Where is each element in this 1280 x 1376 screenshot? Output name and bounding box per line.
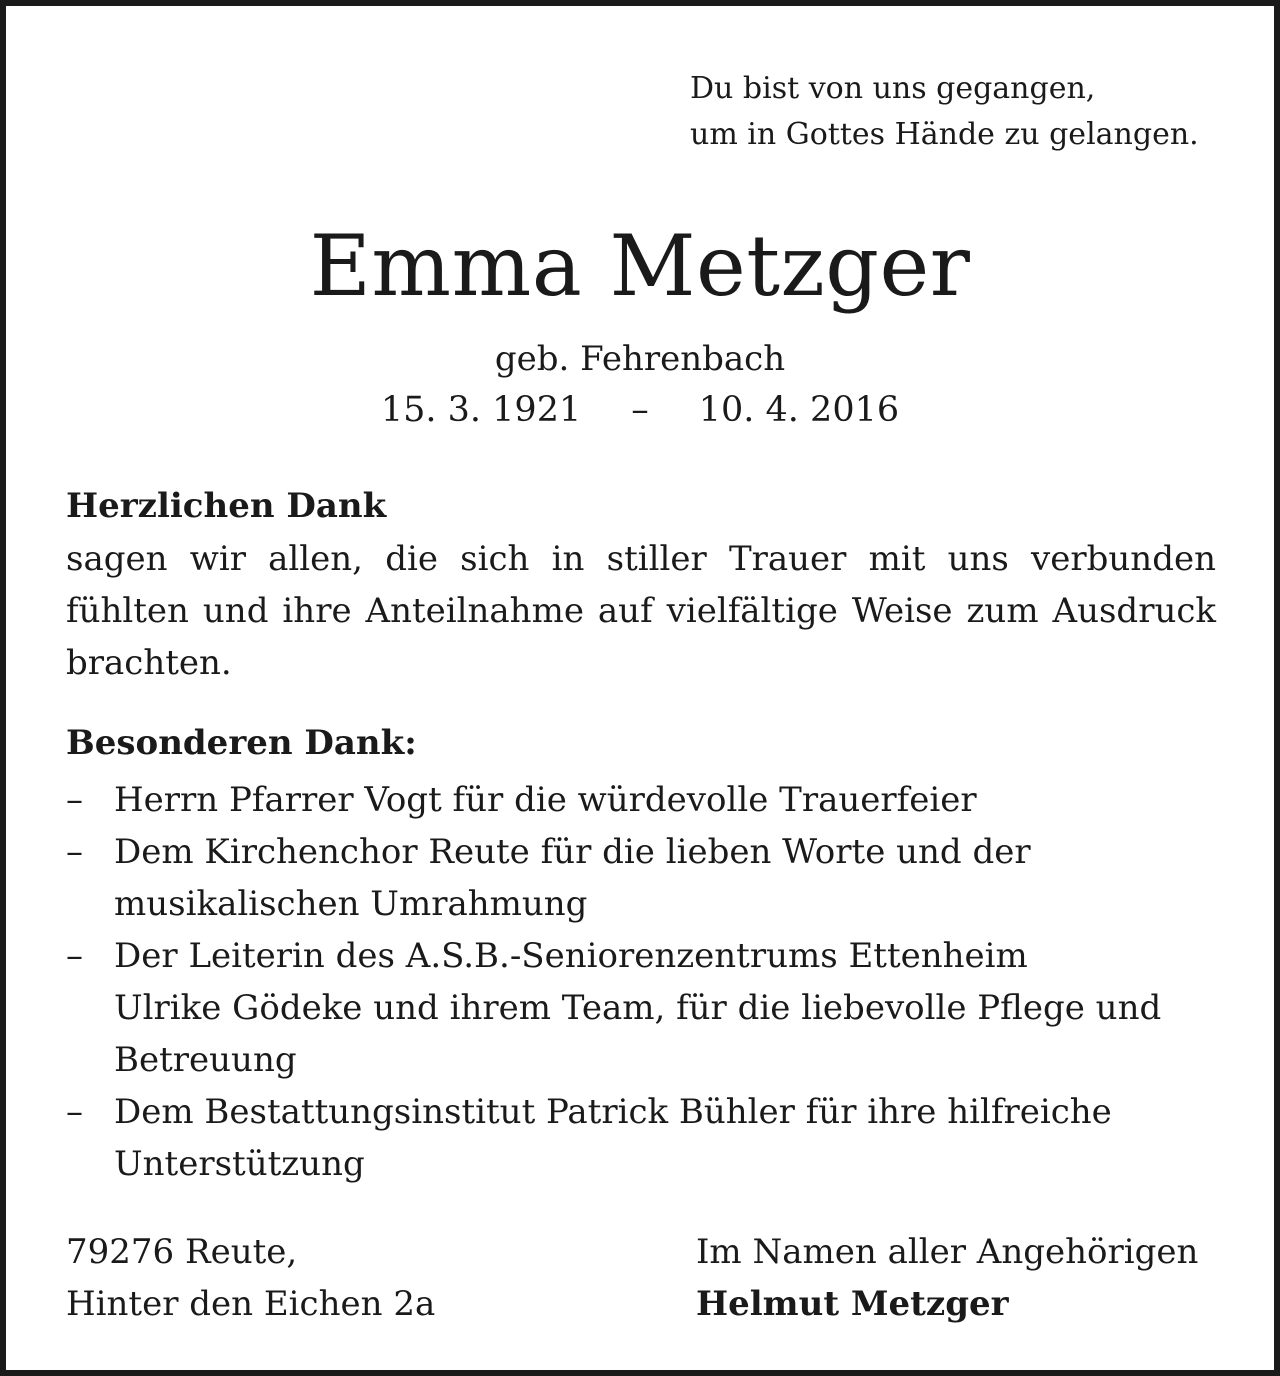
dash-bullet: – xyxy=(66,936,83,976)
poem-line-2: um in Gottes Hände zu gelangen. xyxy=(690,117,1199,152)
poem-line-1: Du bist von uns gegangen, xyxy=(690,71,1096,106)
dash-bullet: – xyxy=(66,832,83,872)
birth-date: 15. 3. 1921 xyxy=(380,390,582,430)
date-separator: – xyxy=(631,390,649,430)
list-item-line: Der Leiterin des A.S.B.-Seniorenzentrums Ettenheim xyxy=(114,936,1028,976)
list-item-line: Betreuung xyxy=(114,1040,297,1080)
signatory-name: Helmut Metzger xyxy=(696,1284,1009,1324)
special-thanks-heading: Besonderen Dank: xyxy=(66,723,417,763)
list-item-line: Dem Bestattungsinstitut Patrick Bühler für ihre hilfreiche xyxy=(114,1092,1112,1132)
list-item-line: Unterstützung xyxy=(114,1144,365,1184)
death-date: 10. 4. 2016 xyxy=(698,390,900,430)
thanks-heading: Herzlichen Dank xyxy=(66,486,387,526)
list-item-text xyxy=(114,774,1216,826)
list-item-text xyxy=(114,826,1216,930)
poem-verse xyxy=(690,66,1199,158)
special-thanks-list xyxy=(66,774,1216,1190)
deceased-name: Emma Metzger xyxy=(309,217,971,315)
list-item xyxy=(66,930,1216,1086)
thanks-text: sagen wir allen, die sich in stiller Trauer mit uns verbunden fühlten und ihre Anteilnahme auf vielfältige Weise zum Ausdruck brachten. xyxy=(66,539,1216,683)
address-line-2: Hinter den Eichen 2a xyxy=(66,1284,436,1324)
list-item xyxy=(66,1086,1216,1190)
thanks-body xyxy=(66,533,1216,689)
dash-bullet: – xyxy=(66,780,83,820)
life-dates xyxy=(6,386,1274,434)
list-item xyxy=(66,774,1216,826)
list-item-line: Herrn Pfarrer Vogt für die würdevolle Trauerfeier xyxy=(114,780,977,820)
list-item xyxy=(66,826,1216,930)
birth-name: geb. Fehrenbach xyxy=(494,339,786,379)
list-item-line: musikalischen Umrahmung xyxy=(114,884,588,924)
dash-bullet: – xyxy=(66,1092,83,1132)
address-line-1: 79276 Reute, xyxy=(66,1232,298,1272)
family-address xyxy=(66,1226,435,1330)
signature-line: Im Namen aller Angehörigen xyxy=(696,1232,1199,1272)
list-item-text xyxy=(114,930,1216,1086)
list-item-text xyxy=(114,1086,1216,1190)
signature-block xyxy=(696,1226,1198,1330)
list-item-line: Dem Kirchenchor Reute für die lieben Worte und der xyxy=(114,832,1031,872)
list-item-line: Ulrike Gödeke und ihrem Team, für die liebevolle Pflege und xyxy=(114,988,1162,1028)
